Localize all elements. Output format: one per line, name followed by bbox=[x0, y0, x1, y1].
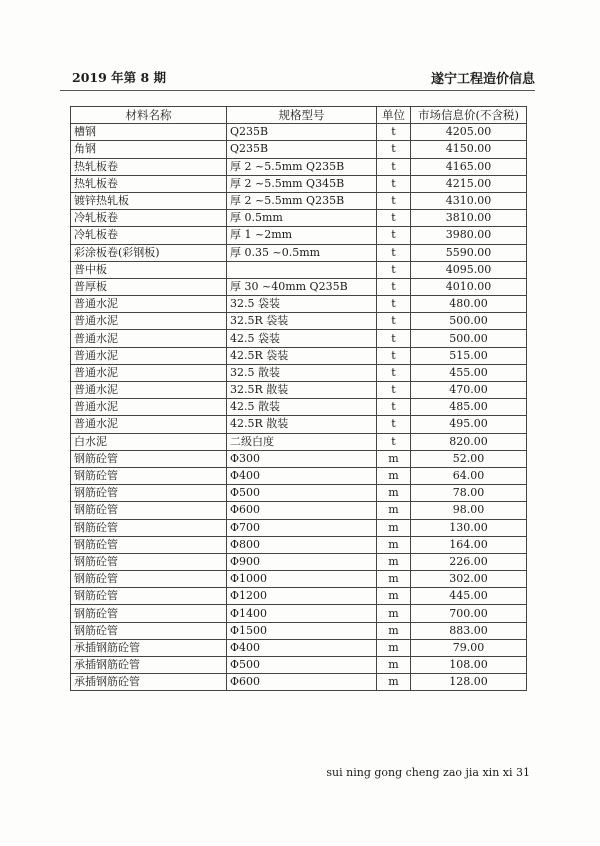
material-name-cell: 普通水泥 bbox=[71, 416, 227, 433]
material-name-cell: 钢筋砼管 bbox=[71, 588, 227, 605]
material-name-cell: 热轧板卷 bbox=[71, 175, 227, 192]
material-name-cell: 普通水泥 bbox=[71, 382, 227, 399]
spec-cell: Φ600 bbox=[227, 674, 377, 691]
price-cell: 480.00 bbox=[411, 296, 527, 313]
spec-cell: Φ500 bbox=[227, 485, 377, 502]
unit-cell: t bbox=[377, 382, 411, 399]
unit-cell: t bbox=[377, 416, 411, 433]
price-cell: 78.00 bbox=[411, 485, 527, 502]
table-row bbox=[71, 657, 527, 674]
price-cell: 302.00 bbox=[411, 571, 527, 588]
price-cell: 515.00 bbox=[411, 347, 527, 364]
spec-cell: 42.5 袋装 bbox=[227, 330, 377, 347]
table-row bbox=[71, 450, 527, 467]
spec-cell: 厚 2 ~5.5mm Q345B bbox=[227, 175, 377, 192]
unit-cell: m bbox=[377, 467, 411, 484]
unit-cell: t bbox=[377, 364, 411, 381]
spec-cell: 厚 30 ~40mm Q235B bbox=[227, 278, 377, 295]
issue-number: 2019 年第 8 期 bbox=[72, 70, 167, 85]
spec-cell: 32.5 散装 bbox=[227, 364, 377, 381]
material-name-cell: 镀锌热轧板 bbox=[71, 192, 227, 209]
price-cell: 500.00 bbox=[411, 330, 527, 347]
price-cell: 4095.00 bbox=[411, 261, 527, 278]
price-cell: 164.00 bbox=[411, 536, 527, 553]
spec-cell: Q235B bbox=[227, 124, 377, 141]
unit-cell: m bbox=[377, 605, 411, 622]
table-row bbox=[71, 622, 527, 639]
price-cell: 64.00 bbox=[411, 467, 527, 484]
price-cell: 445.00 bbox=[411, 588, 527, 605]
spec-cell: 32.5R 散装 bbox=[227, 382, 377, 399]
price-cell: 79.00 bbox=[411, 639, 527, 656]
spec-cell: Φ700 bbox=[227, 519, 377, 536]
table-row bbox=[71, 382, 527, 399]
spec-cell: Φ400 bbox=[227, 467, 377, 484]
spec-cell: Φ1000 bbox=[227, 571, 377, 588]
price-cell: 820.00 bbox=[411, 433, 527, 450]
unit-cell: t bbox=[377, 278, 411, 295]
price-cell: 4010.00 bbox=[411, 278, 527, 295]
table-row bbox=[71, 261, 527, 278]
spec-cell: 厚 1 ~2mm bbox=[227, 227, 377, 244]
material-name-cell: 普通水泥 bbox=[71, 399, 227, 416]
table-row bbox=[71, 399, 527, 416]
price-cell: 52.00 bbox=[411, 450, 527, 467]
price-cell: 500.00 bbox=[411, 313, 527, 330]
unit-cell: t bbox=[377, 158, 411, 175]
table-row bbox=[71, 502, 527, 519]
unit-cell: t bbox=[377, 175, 411, 192]
material-name-cell: 普通水泥 bbox=[71, 330, 227, 347]
price-cell: 4310.00 bbox=[411, 192, 527, 209]
table-row bbox=[71, 347, 527, 364]
unit-cell: m bbox=[377, 588, 411, 605]
column-header-price: 市场信息价(不含税) bbox=[411, 107, 527, 124]
table-row bbox=[71, 296, 527, 313]
price-cell: 495.00 bbox=[411, 416, 527, 433]
table-row bbox=[71, 278, 527, 295]
unit-cell: m bbox=[377, 571, 411, 588]
price-table bbox=[70, 106, 527, 691]
spec-cell: 42.5 散装 bbox=[227, 399, 377, 416]
material-name-cell: 钢筋砼管 bbox=[71, 571, 227, 588]
table-row bbox=[71, 416, 527, 433]
price-cell: 4150.00 bbox=[411, 141, 527, 158]
material-name-cell: 普通水泥 bbox=[71, 313, 227, 330]
table-body bbox=[71, 124, 527, 691]
spec-cell: Φ300 bbox=[227, 450, 377, 467]
spec-cell: Φ500 bbox=[227, 657, 377, 674]
price-cell: 5590.00 bbox=[411, 244, 527, 261]
price-cell: 130.00 bbox=[411, 519, 527, 536]
spec-cell: Φ1400 bbox=[227, 605, 377, 622]
unit-cell: t bbox=[377, 261, 411, 278]
page-footer: sui ning gong cheng zao jia xin xi 31 bbox=[326, 766, 530, 779]
material-name-cell: 普中板 bbox=[71, 261, 227, 278]
spec-cell bbox=[227, 261, 377, 278]
material-name-cell: 冷轧板卷 bbox=[71, 227, 227, 244]
material-name-cell: 钢筋砼管 bbox=[71, 502, 227, 519]
unit-cell: m bbox=[377, 485, 411, 502]
table-row bbox=[71, 158, 527, 175]
unit-cell: m bbox=[377, 657, 411, 674]
table-row bbox=[71, 639, 527, 656]
material-name-cell: 钢筋砼管 bbox=[71, 485, 227, 502]
spec-cell: 42.5R 散装 bbox=[227, 416, 377, 433]
unit-cell: t bbox=[377, 330, 411, 347]
material-name-cell: 承插钢筋砼管 bbox=[71, 674, 227, 691]
material-name-cell: 承插钢筋砼管 bbox=[71, 639, 227, 656]
unit-cell: t bbox=[377, 399, 411, 416]
material-name-cell: 钢筋砼管 bbox=[71, 519, 227, 536]
material-name-cell: 承插钢筋砼管 bbox=[71, 657, 227, 674]
spec-cell: Φ1500 bbox=[227, 622, 377, 639]
table-row bbox=[71, 124, 527, 141]
price-cell: 98.00 bbox=[411, 502, 527, 519]
material-name-cell: 普厚板 bbox=[71, 278, 227, 295]
spec-cell: 厚 2 ~5.5mm Q235B bbox=[227, 158, 377, 175]
price-cell: 883.00 bbox=[411, 622, 527, 639]
column-header-spec: 规格型号 bbox=[227, 107, 377, 124]
table-row bbox=[71, 141, 527, 158]
table-row bbox=[71, 330, 527, 347]
material-name-cell: 钢筋砼管 bbox=[71, 605, 227, 622]
spec-cell: 厚 0.5mm bbox=[227, 210, 377, 227]
material-name-cell: 钢筋砼管 bbox=[71, 622, 227, 639]
table-row bbox=[71, 175, 527, 192]
material-name-cell: 白水泥 bbox=[71, 433, 227, 450]
unit-cell: t bbox=[377, 192, 411, 209]
spec-cell: 厚 0.35 ~0.5mm bbox=[227, 244, 377, 261]
table-row bbox=[71, 519, 527, 536]
price-cell: 4165.00 bbox=[411, 158, 527, 175]
unit-cell: t bbox=[377, 124, 411, 141]
table-row bbox=[71, 467, 527, 484]
publication-title: 遂宁工程造价信息 bbox=[430, 72, 535, 87]
unit-cell: m bbox=[377, 553, 411, 570]
material-name-cell: 彩涂板卷(彩钢板) bbox=[71, 244, 227, 261]
table-row bbox=[71, 433, 527, 450]
material-name-cell: 角钢 bbox=[71, 141, 227, 158]
unit-cell: m bbox=[377, 622, 411, 639]
price-cell: 455.00 bbox=[411, 364, 527, 381]
material-name-cell: 钢筋砼管 bbox=[71, 450, 227, 467]
table-row bbox=[71, 364, 527, 381]
unit-cell: m bbox=[377, 639, 411, 656]
table-row bbox=[71, 192, 527, 209]
unit-cell: t bbox=[377, 227, 411, 244]
material-name-cell: 钢筋砼管 bbox=[71, 536, 227, 553]
unit-cell: m bbox=[377, 674, 411, 691]
table-row bbox=[71, 227, 527, 244]
spec-cell: 42.5R 袋装 bbox=[227, 347, 377, 364]
unit-cell: m bbox=[377, 450, 411, 467]
table-row bbox=[71, 605, 527, 622]
price-cell: 128.00 bbox=[411, 674, 527, 691]
material-name-cell: 普通水泥 bbox=[71, 364, 227, 381]
unit-cell: t bbox=[377, 141, 411, 158]
price-cell: 4205.00 bbox=[411, 124, 527, 141]
material-name-cell: 热轧板卷 bbox=[71, 158, 227, 175]
spec-cell: 厚 2 ~5.5mm Q235B bbox=[227, 192, 377, 209]
spec-cell: 32.5 袋装 bbox=[227, 296, 377, 313]
material-name-cell: 槽钢 bbox=[71, 124, 227, 141]
table-row bbox=[71, 244, 527, 261]
table-header-row bbox=[71, 107, 527, 124]
price-cell: 3980.00 bbox=[411, 227, 527, 244]
table-row bbox=[71, 588, 527, 605]
unit-cell: t bbox=[377, 433, 411, 450]
table-row bbox=[71, 210, 527, 227]
table-row bbox=[71, 674, 527, 691]
price-cell: 700.00 bbox=[411, 605, 527, 622]
unit-cell: t bbox=[377, 296, 411, 313]
price-cell: 3810.00 bbox=[411, 210, 527, 227]
column-header-unit: 单位 bbox=[377, 107, 411, 124]
unit-cell: t bbox=[377, 210, 411, 227]
table-row bbox=[71, 553, 527, 570]
price-cell: 4215.00 bbox=[411, 175, 527, 192]
table-row bbox=[71, 313, 527, 330]
unit-cell: t bbox=[377, 244, 411, 261]
unit-cell: t bbox=[377, 347, 411, 364]
material-name-cell: 普通水泥 bbox=[71, 347, 227, 364]
material-name-cell: 钢筋砼管 bbox=[71, 553, 227, 570]
spec-cell: Φ900 bbox=[227, 553, 377, 570]
unit-cell: m bbox=[377, 519, 411, 536]
price-cell: 226.00 bbox=[411, 553, 527, 570]
spec-cell: Q235B bbox=[227, 141, 377, 158]
spec-cell: Φ800 bbox=[227, 536, 377, 553]
price-cell: 485.00 bbox=[411, 399, 527, 416]
spec-cell: 32.5R 袋装 bbox=[227, 313, 377, 330]
price-cell: 108.00 bbox=[411, 657, 527, 674]
material-name-cell: 普通水泥 bbox=[71, 296, 227, 313]
spec-cell: Φ600 bbox=[227, 502, 377, 519]
spec-cell: 二级白度 bbox=[227, 433, 377, 450]
page-header bbox=[60, 66, 535, 91]
unit-cell: t bbox=[377, 313, 411, 330]
table-row bbox=[71, 571, 527, 588]
table-row bbox=[71, 536, 527, 553]
table-row bbox=[71, 485, 527, 502]
unit-cell: m bbox=[377, 536, 411, 553]
spec-cell: Φ400 bbox=[227, 639, 377, 656]
material-name-cell: 钢筋砼管 bbox=[71, 467, 227, 484]
material-name-cell: 冷轧板卷 bbox=[71, 210, 227, 227]
price-cell: 470.00 bbox=[411, 382, 527, 399]
unit-cell: m bbox=[377, 502, 411, 519]
column-header-material: 材料名称 bbox=[71, 107, 227, 124]
spec-cell: Φ1200 bbox=[227, 588, 377, 605]
